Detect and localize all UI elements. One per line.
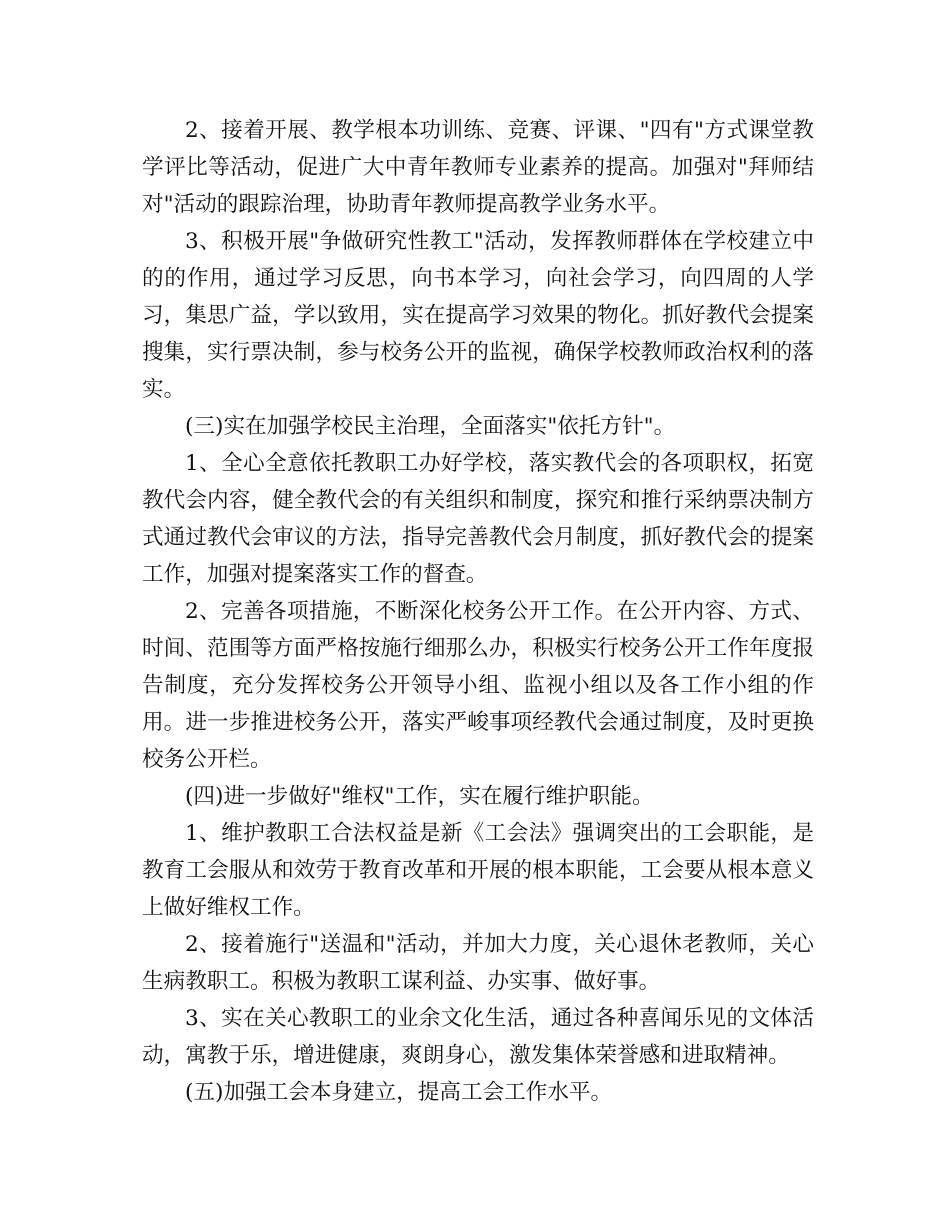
section-heading-5-union-building: (五)加强工会本身建立，提高工会工作水平。 (185, 1080, 613, 1105)
paragraph-item-2-warmth-activity: 2、接着施行"送温和"活动，并加大力度，关心退休老教师，关心生病教职工。积极为教职工谋利益、办实事、做好事。 (142, 932, 814, 994)
paragraph-item-3-research-teacher: 3、积极开展"争做研究性教工"活动，发挥教师群体在学校建立中的的作用，通过学习反思，向书本学习，向社会学习，向四周的人学习，集思广益，学以致用，实在提高学习效果的物化。抓好教代会提案搜集，实行票决制，参与校务公开的监视，确保学校教师政治权利的落实。 (142, 229, 814, 402)
paragraph-item-2-skill-training: 2、接着开展、教学根本功训练、竞赛、评课、"四有"方式课堂教学评比等活动，促进广大中青年教师专业素养的提高。加强对"拜师结对"活动的跟踪治理，协助青年教师提高教学业务水平。 (142, 118, 814, 217)
paragraph-item-1-legal-rights: 1、维护教职工合法权益是新《工会法》强调突出的工会职能，是教育工会服从和效劳于教育改革和开展的根本职能，工会要从根本意义上做好维权工作。 (142, 821, 814, 920)
paragraph-item-3-cultural-life: 3、实在关心教职工的业余文化生活，通过各种喜闻乐见的文体活动，寓教于乐，增进健康，爽朗身心，激发集体荣誉感和进取精神。 (142, 1006, 814, 1068)
section-heading-3-democratic-management: (三)实在加强学校民主治理，全面落实"依托方针"。 (185, 414, 676, 439)
paragraph-item-1-staff-congress: 1、全心全意依托教职工办好学校，落实教代会的各项职权，拓宽教代会内容，健全教代会的有关组织和制度，探究和推行采纳票决制方式通过教代会审议的方法，指导完善教代会月制度，抓好教代会的提案工作，加强对提案落实工作的督查。 (142, 451, 814, 587)
document-page (142, 112, 814, 1111)
section-heading-4-rights-protection: (四)进一步做好"维权"工作，实在履行维护职能。 (185, 784, 654, 809)
paragraph-item-2-affairs-disclosure: 2、完善各项措施，不断深化校务公开工作。在公开内容、方式、时间、范围等方面严格按施行细那么办，积极实行校务公开工作年度报告制度，充分发挥校务公开领导小组、监视小组以及各工作小组的作用。进一步推进校务公开，落实严峻事项经教代会通过制度，及时更换校务公开栏。 (142, 599, 814, 772)
